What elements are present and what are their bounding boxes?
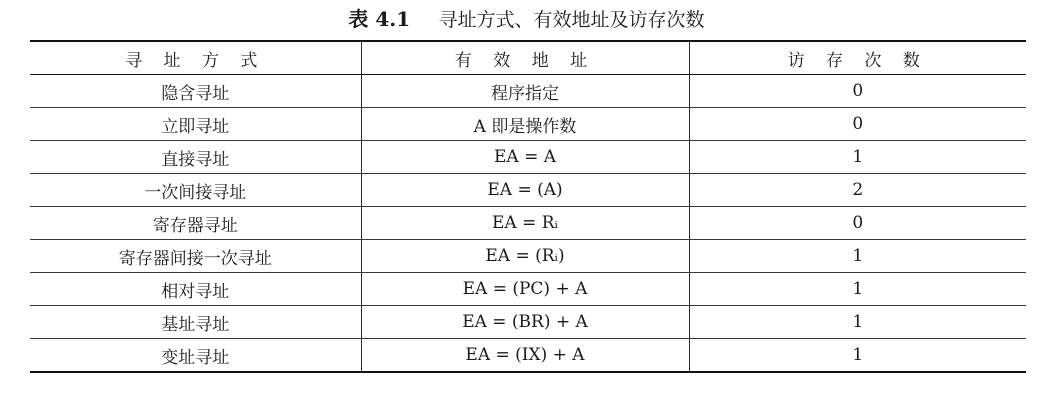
effective-address-cell: EA = Rᵢ <box>361 207 689 240</box>
addressing-mode-cell: 寄存器寻址 <box>30 207 361 240</box>
effective-address-cell: 程序指定 <box>361 75 689 108</box>
addressing-modes-table <box>30 40 1026 373</box>
addressing-mode-cell: 一次间接寻址 <box>30 174 361 207</box>
table-row <box>30 141 1026 174</box>
memory-access-count-cell: 0 <box>689 207 1026 240</box>
addressing-mode-cell: 隐含寻址 <box>30 75 361 108</box>
addressing-mode-cell: 立即寻址 <box>30 108 361 141</box>
table-row <box>30 174 1026 207</box>
table-row <box>30 108 1026 141</box>
effective-address-cell: EA = (IX) + A <box>361 339 689 373</box>
memory-access-count-cell: 1 <box>689 273 1026 306</box>
addressing-mode-cell: 基址寻址 <box>30 306 361 339</box>
memory-access-count-cell: 2 <box>689 174 1026 207</box>
effective-address-cell: EA = (PC) + A <box>361 273 689 306</box>
memory-access-count-cell: 1 <box>689 306 1026 339</box>
table-row <box>30 339 1026 373</box>
addressing-mode-cell: 寄存器间接一次寻址 <box>30 240 361 273</box>
memory-access-count-cell: 0 <box>689 108 1026 141</box>
effective-address-cell: EA = (BR) + A <box>361 306 689 339</box>
effective-address-cell: A 即是操作数 <box>361 108 689 141</box>
effective-address-cell: EA = (A) <box>361 174 689 207</box>
table-row <box>30 306 1026 339</box>
memory-access-count-cell: 0 <box>689 75 1026 108</box>
table-row <box>30 207 1026 240</box>
table-title: 寻址方式、有效地址及访存次数 <box>438 9 705 31</box>
column-header-addressing-mode: 寻 址 方 式 <box>30 41 361 75</box>
memory-access-count-cell: 1 <box>689 240 1026 273</box>
addressing-mode-cell: 变址寻址 <box>30 339 361 373</box>
effective-address-cell: EA = (Rᵢ) <box>361 240 689 273</box>
table-number: 表 4.1 <box>348 7 411 31</box>
column-header-effective-address: 有 效 地 址 <box>361 41 689 75</box>
table-caption <box>0 0 1053 38</box>
header-row <box>30 41 1026 75</box>
table-row <box>30 75 1026 108</box>
effective-address-cell: EA = A <box>361 141 689 174</box>
table-row <box>30 273 1026 306</box>
table-row <box>30 240 1026 273</box>
memory-access-count-cell: 1 <box>689 339 1026 373</box>
addressing-mode-cell: 相对寻址 <box>30 273 361 306</box>
memory-access-count-cell: 1 <box>689 141 1026 174</box>
addressing-mode-cell: 直接寻址 <box>30 141 361 174</box>
column-header-memory-accesses: 访 存 次 数 <box>689 41 1026 75</box>
